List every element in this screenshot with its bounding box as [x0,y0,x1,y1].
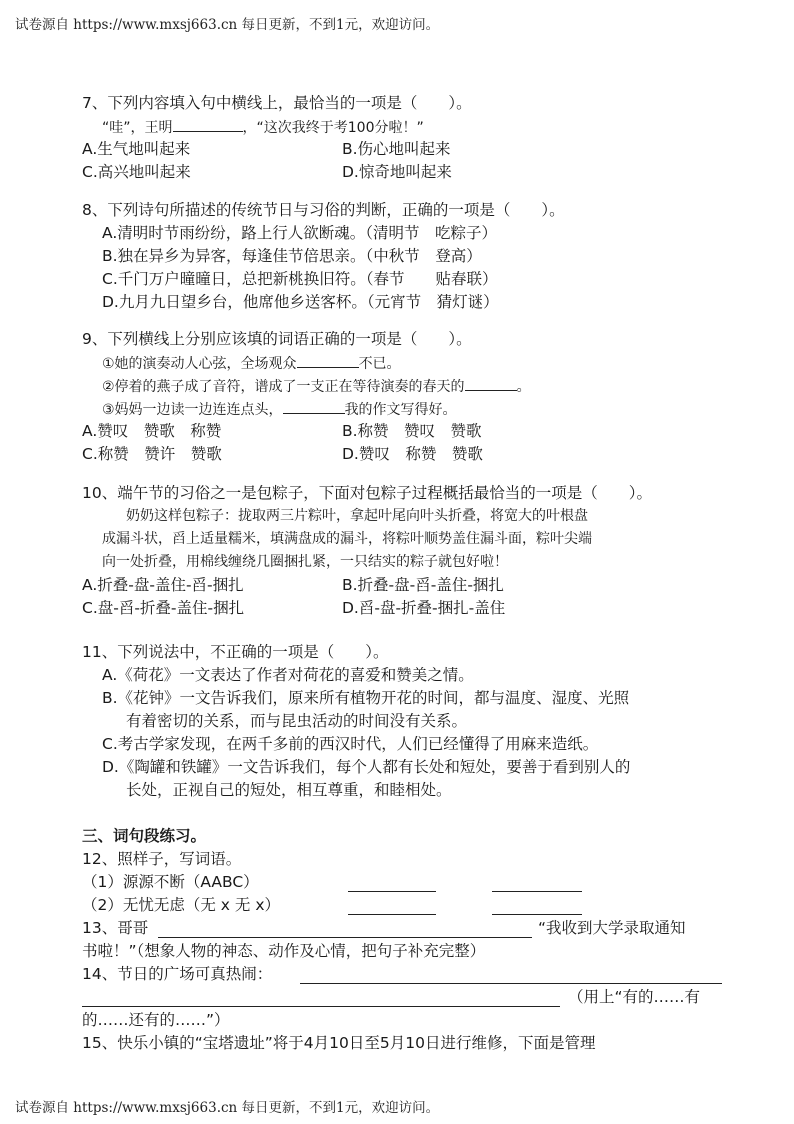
watermark-bottom: 试卷源自 https://www.mxsj663.cn 每日更新，不到1元，欢迎访问。 [15,1100,440,1116]
section-3-title: 三、词句段练习。 [82,827,207,845]
question-9-sentence-1-start: ①她的演奏动人心弦，全场观众 [102,356,297,372]
question-9-sentence-1 [82,351,752,374]
question-13-blank[interactable] [158,936,532,938]
question-12-stem: 12、照样子，写词语。 [82,850,242,868]
question-15-line-1: 15、快乐小镇的“宝塔遗址”将于4月10日至5月10日进行维修，下面是管理 [82,1034,596,1052]
question-10 [82,482,752,620]
question-10-option-c[interactable]: C.盘-舀-折叠-盖住-捆扎 [82,599,245,617]
question-13-quote: “我收到大学录取通知 [538,919,686,937]
question-7-blank[interactable] [173,115,243,132]
question-9-option-c[interactable]: C.称赞 赞许 赞歌 [82,445,222,463]
question-7-option-b[interactable]: B.伤心地叫起来 [342,140,451,158]
question-7-options-row-1 [82,138,752,161]
question-9-option-a[interactable]: A.赞叹 赞歌 称赞 [82,422,222,440]
question-7-options-row-2 [82,161,752,184]
question-10-passage-line-1: 奶奶这样包粽子：拢取两三片粽叶，拿起叶尾向叶头折叠，将宽大的叶根盘 [126,508,588,524]
question-10-options-row-1 [82,574,752,597]
question-8-option-b[interactable]: B.独在异乡为异客，每逢佳节倍思亲。（中秋节 登高） [102,247,482,265]
question-9-option-b[interactable]: B.称赞 赞叹 赞歌 [342,422,482,440]
question-7-sentence-end: ，“这次我终于考100分啦！” [242,120,424,136]
question-9-blank-1[interactable] [297,351,359,368]
question-12-item-1 [82,871,752,894]
question-14-blank-2[interactable] [82,1005,560,1007]
question-9-option-d[interactable]: D.赞叹 称赞 赞歌 [342,445,483,463]
question-7-sentence-start: “哇”，王明 [102,120,173,136]
question-9-sentence-2 [82,374,752,397]
question-14-line-1 [82,963,752,986]
question-7-option-d[interactable]: D.惊奇地叫起来 [342,163,452,181]
question-11 [82,641,752,802]
question-9-sentence-2-end: 。 [516,379,531,395]
question-7 [82,92,752,184]
question-9-sentence-3 [82,397,752,420]
question-14-line-2 [82,986,752,1009]
question-12-item-2-blank-1[interactable] [348,913,436,915]
question-8-stem: 8、下列诗句所描述的传统节日与习俗的判断，正确的一项是（ ）。 [82,201,565,219]
question-11-option-b[interactable]: B.《花钟》一文告诉我们，原来所有植物开花的时间，都与温度、湿度、光照 [102,689,630,707]
question-10-option-d[interactable]: D.舀-盘-折叠-捆扎-盖住 [342,599,506,617]
question-10-stem: 10、端午节的习俗之一是包粽子，下面对包粽子过程概括最恰当的一项是（ ）。 [82,484,652,502]
question-10-options-row-2 [82,597,752,620]
question-12-item-2 [82,894,752,917]
question-9-blank-3[interactable] [283,397,345,414]
question-9-options-row-2 [82,443,752,466]
question-8-option-a[interactable]: A.清明时节雨纷纷，路上行人欲断魂。（清明节 吃粽子） [102,224,498,242]
question-13-start: 13、哥哥 [82,919,149,937]
question-12-item-1-blank-2[interactable] [492,890,582,892]
question-7-sentence [82,115,752,138]
question-12-item-1-blank-1[interactable] [348,890,436,892]
question-9-sentence-2-start: ②停着的燕子成了音符，谱成了一支正在等待演奏的春天的 [102,379,465,395]
question-7-option-a[interactable]: A.生气地叫起来 [82,140,191,158]
question-11-option-d-cont: 长处，正视自己的短处，相互尊重，和睦相处。 [126,781,452,799]
watermark-top: 试卷源自 https://www.mxsj663.cn 每日更新，不到1元，欢迎访问。 [15,17,440,33]
question-12-item-2-label: （2）无忧无虑（无 x 无 x） [82,896,280,914]
question-11-stem: 11、下列说法中，不正确的一项是（ ）。 [82,643,389,661]
question-9-sentence-3-end: 我的作文写得好。 [344,402,457,418]
question-10-passage-line-2: 成漏斗状，舀上适量糯米，填满盘成的漏斗，将粽叶顺势盖住漏斗面，粽叶尖端 [102,531,592,547]
question-12-item-1-label: （1）源源不断（AABC） [82,873,259,891]
question-11-option-a[interactable]: A.《荷花》一文表达了作者对荷花的喜爱和赞美之情。 [102,666,474,684]
section-3 [82,825,752,1055]
question-9-stem: 9、下列横线上分别应该填的词语正确的一项是（ ）。 [82,330,472,348]
question-13-line-2: 书啦！”（想象人物的神态、动作及心情，把句子补充完整） [82,942,486,960]
question-14-line-3: 的……还有的……”） [82,1011,230,1029]
question-7-option-c[interactable]: C.高兴地叫起来 [82,163,191,181]
question-10-option-a[interactable]: A.折叠-盘-盖住-舀-捆扎 [82,576,244,594]
question-13-line-1 [82,917,752,940]
question-10-option-b[interactable]: B.折叠-盘-舀-盖住-捆扎 [342,576,504,594]
question-8 [82,199,752,314]
question-8-option-d[interactable]: D.九月九日望乡台，他席他乡送客杯。（元宵节 猜灯谜） [102,293,499,311]
question-7-stem: 7、下列内容填入句中横线上，最恰当的一项是（ ）。 [82,94,472,112]
question-9 [82,328,752,466]
question-9-sentence-1-end: 不已。 [358,356,401,372]
question-8-option-c[interactable]: C.千门万户曈曈日，总把新桃换旧符。（春节 贴春联） [102,270,498,288]
question-12-item-2-blank-2[interactable] [492,913,582,915]
question-9-options-row-1 [82,420,752,443]
question-11-option-b-cont: 有着密切的关系，而与昆虫活动的时间没有关系。 [126,712,468,730]
question-9-sentence-3-start: ③妈妈一边读一边连连点头， [102,402,283,418]
question-14-start: 14、节日的广场可真热闹： [82,965,273,983]
question-9-blank-2[interactable] [465,374,517,391]
question-10-passage-line-3: 向一处折叠，用棉线缠绕几圈捆扎紧，一只结实的粽子就包好啦！ [102,554,508,570]
question-14-instruction: （用上“有的……有 [568,988,701,1006]
question-14-blank-1[interactable] [300,982,722,984]
question-11-option-c[interactable]: C.考古学家发现，在两千多前的西汉时代，人们已经懂得了用麻来造纸。 [102,735,599,753]
question-11-option-d[interactable]: D.《陶罐和铁罐》一文告诉我们，每个人都有长处和短处，要善于看到别人的 [102,758,631,776]
